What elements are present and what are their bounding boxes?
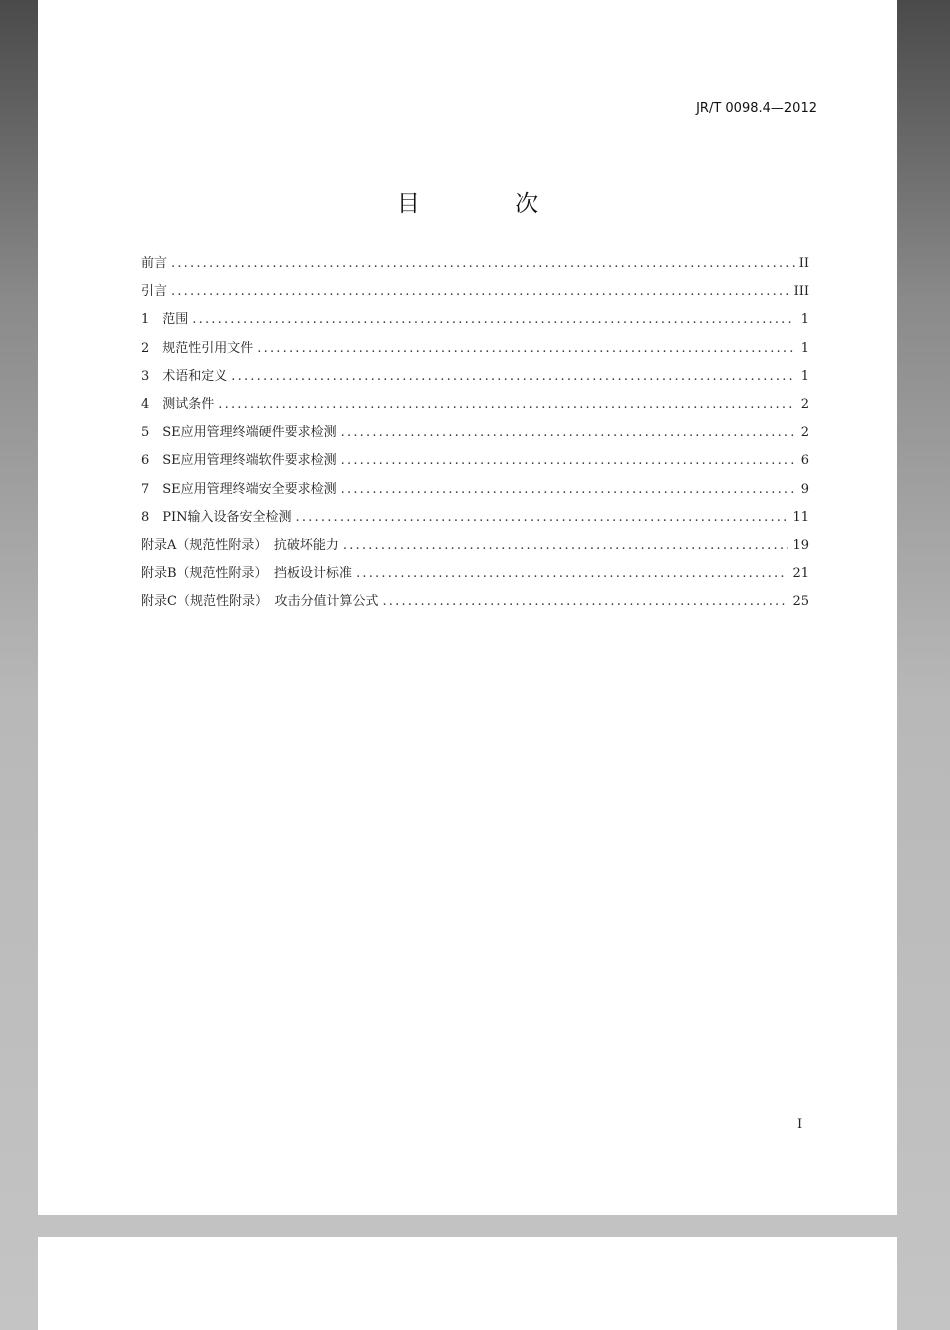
toc-entry-page: 6 <box>800 453 809 469</box>
toc-entry[interactable] <box>141 252 809 280</box>
toc-entry-label: 前言 <box>141 256 168 271</box>
next-document-page <box>38 1237 897 1330</box>
toc-entry[interactable] <box>141 421 809 449</box>
toc-entry-page: 11 <box>792 509 809 525</box>
toc-leader-dots <box>171 284 790 299</box>
toc-entry-label: 1 范围 <box>141 312 189 328</box>
toc-entry[interactable] <box>141 449 809 477</box>
toc-entry-page: 25 <box>792 594 809 610</box>
toc-entry-page: II <box>798 256 809 271</box>
toc-entry-page: 19 <box>792 537 809 553</box>
toc-entry[interactable] <box>141 506 809 534</box>
toc-leader-dots <box>341 482 795 497</box>
toc-leader-dots <box>356 566 788 581</box>
toc-entry-label: 7 SE应用管理终端安全要求检测 <box>141 481 337 497</box>
toc-entry-page: 2 <box>800 425 809 441</box>
toc-entry-page: 21 <box>792 566 809 582</box>
toc-entry-page: 1 <box>800 312 809 328</box>
toc-entry-page: 2 <box>800 396 809 412</box>
toc-entry-label: 2 规范性引用文件 <box>141 340 254 356</box>
toc-entry-page: 1 <box>800 368 809 384</box>
toc-entry-label: 8 PIN输入设备安全检测 <box>141 509 292 525</box>
toc-entry-label: 附录B（规范性附录） 挡板设计标准 <box>141 566 353 582</box>
toc-entry-label: 附录A（规范性附录） 抗破坏能力 <box>141 537 339 553</box>
toc-entry-label: 3 术语和定义 <box>141 368 228 384</box>
toc-leader-dots <box>296 510 789 525</box>
toc-leader-dots <box>341 425 795 440</box>
toc-entry[interactable] <box>141 365 809 393</box>
toc-entry[interactable] <box>141 590 809 618</box>
toc-leader-dots <box>171 256 795 271</box>
toc-entry[interactable] <box>141 337 809 365</box>
toc-entry-label: 引言 <box>141 284 168 300</box>
page-number: I <box>797 1117 803 1132</box>
toc-entry-page: 1 <box>800 340 809 356</box>
table-of-contents <box>141 252 809 618</box>
toc-entry[interactable] <box>141 280 809 308</box>
toc-entry-page: III <box>793 284 809 300</box>
document-code: JR/T 0098.4—2012 <box>696 101 817 116</box>
toc-title: 目 次 <box>396 191 583 217</box>
toc-entry[interactable] <box>141 562 809 590</box>
toc-entry-label: 附录C（规范性附录） 攻击分值计算公式 <box>141 594 379 610</box>
toc-entry[interactable] <box>141 534 809 562</box>
toc-leader-dots <box>341 453 795 468</box>
toc-leader-dots <box>343 538 789 553</box>
toc-leader-dots <box>218 397 795 412</box>
toc-leader-dots <box>382 594 788 609</box>
toc-entry-label: 6 SE应用管理终端软件要求检测 <box>141 453 337 469</box>
toc-leader-dots <box>257 341 795 356</box>
toc-entry[interactable] <box>141 393 809 421</box>
toc-entry[interactable] <box>141 478 809 506</box>
document-page <box>38 0 897 1215</box>
toc-leader-dots <box>231 369 795 384</box>
toc-entry[interactable] <box>141 308 809 336</box>
toc-leader-dots <box>192 312 795 327</box>
toc-entry-label: 4 测试条件 <box>141 396 215 412</box>
toc-entry-label: 5 SE应用管理终端硬件要求检测 <box>141 425 337 441</box>
toc-entry-page: 9 <box>800 481 809 497</box>
